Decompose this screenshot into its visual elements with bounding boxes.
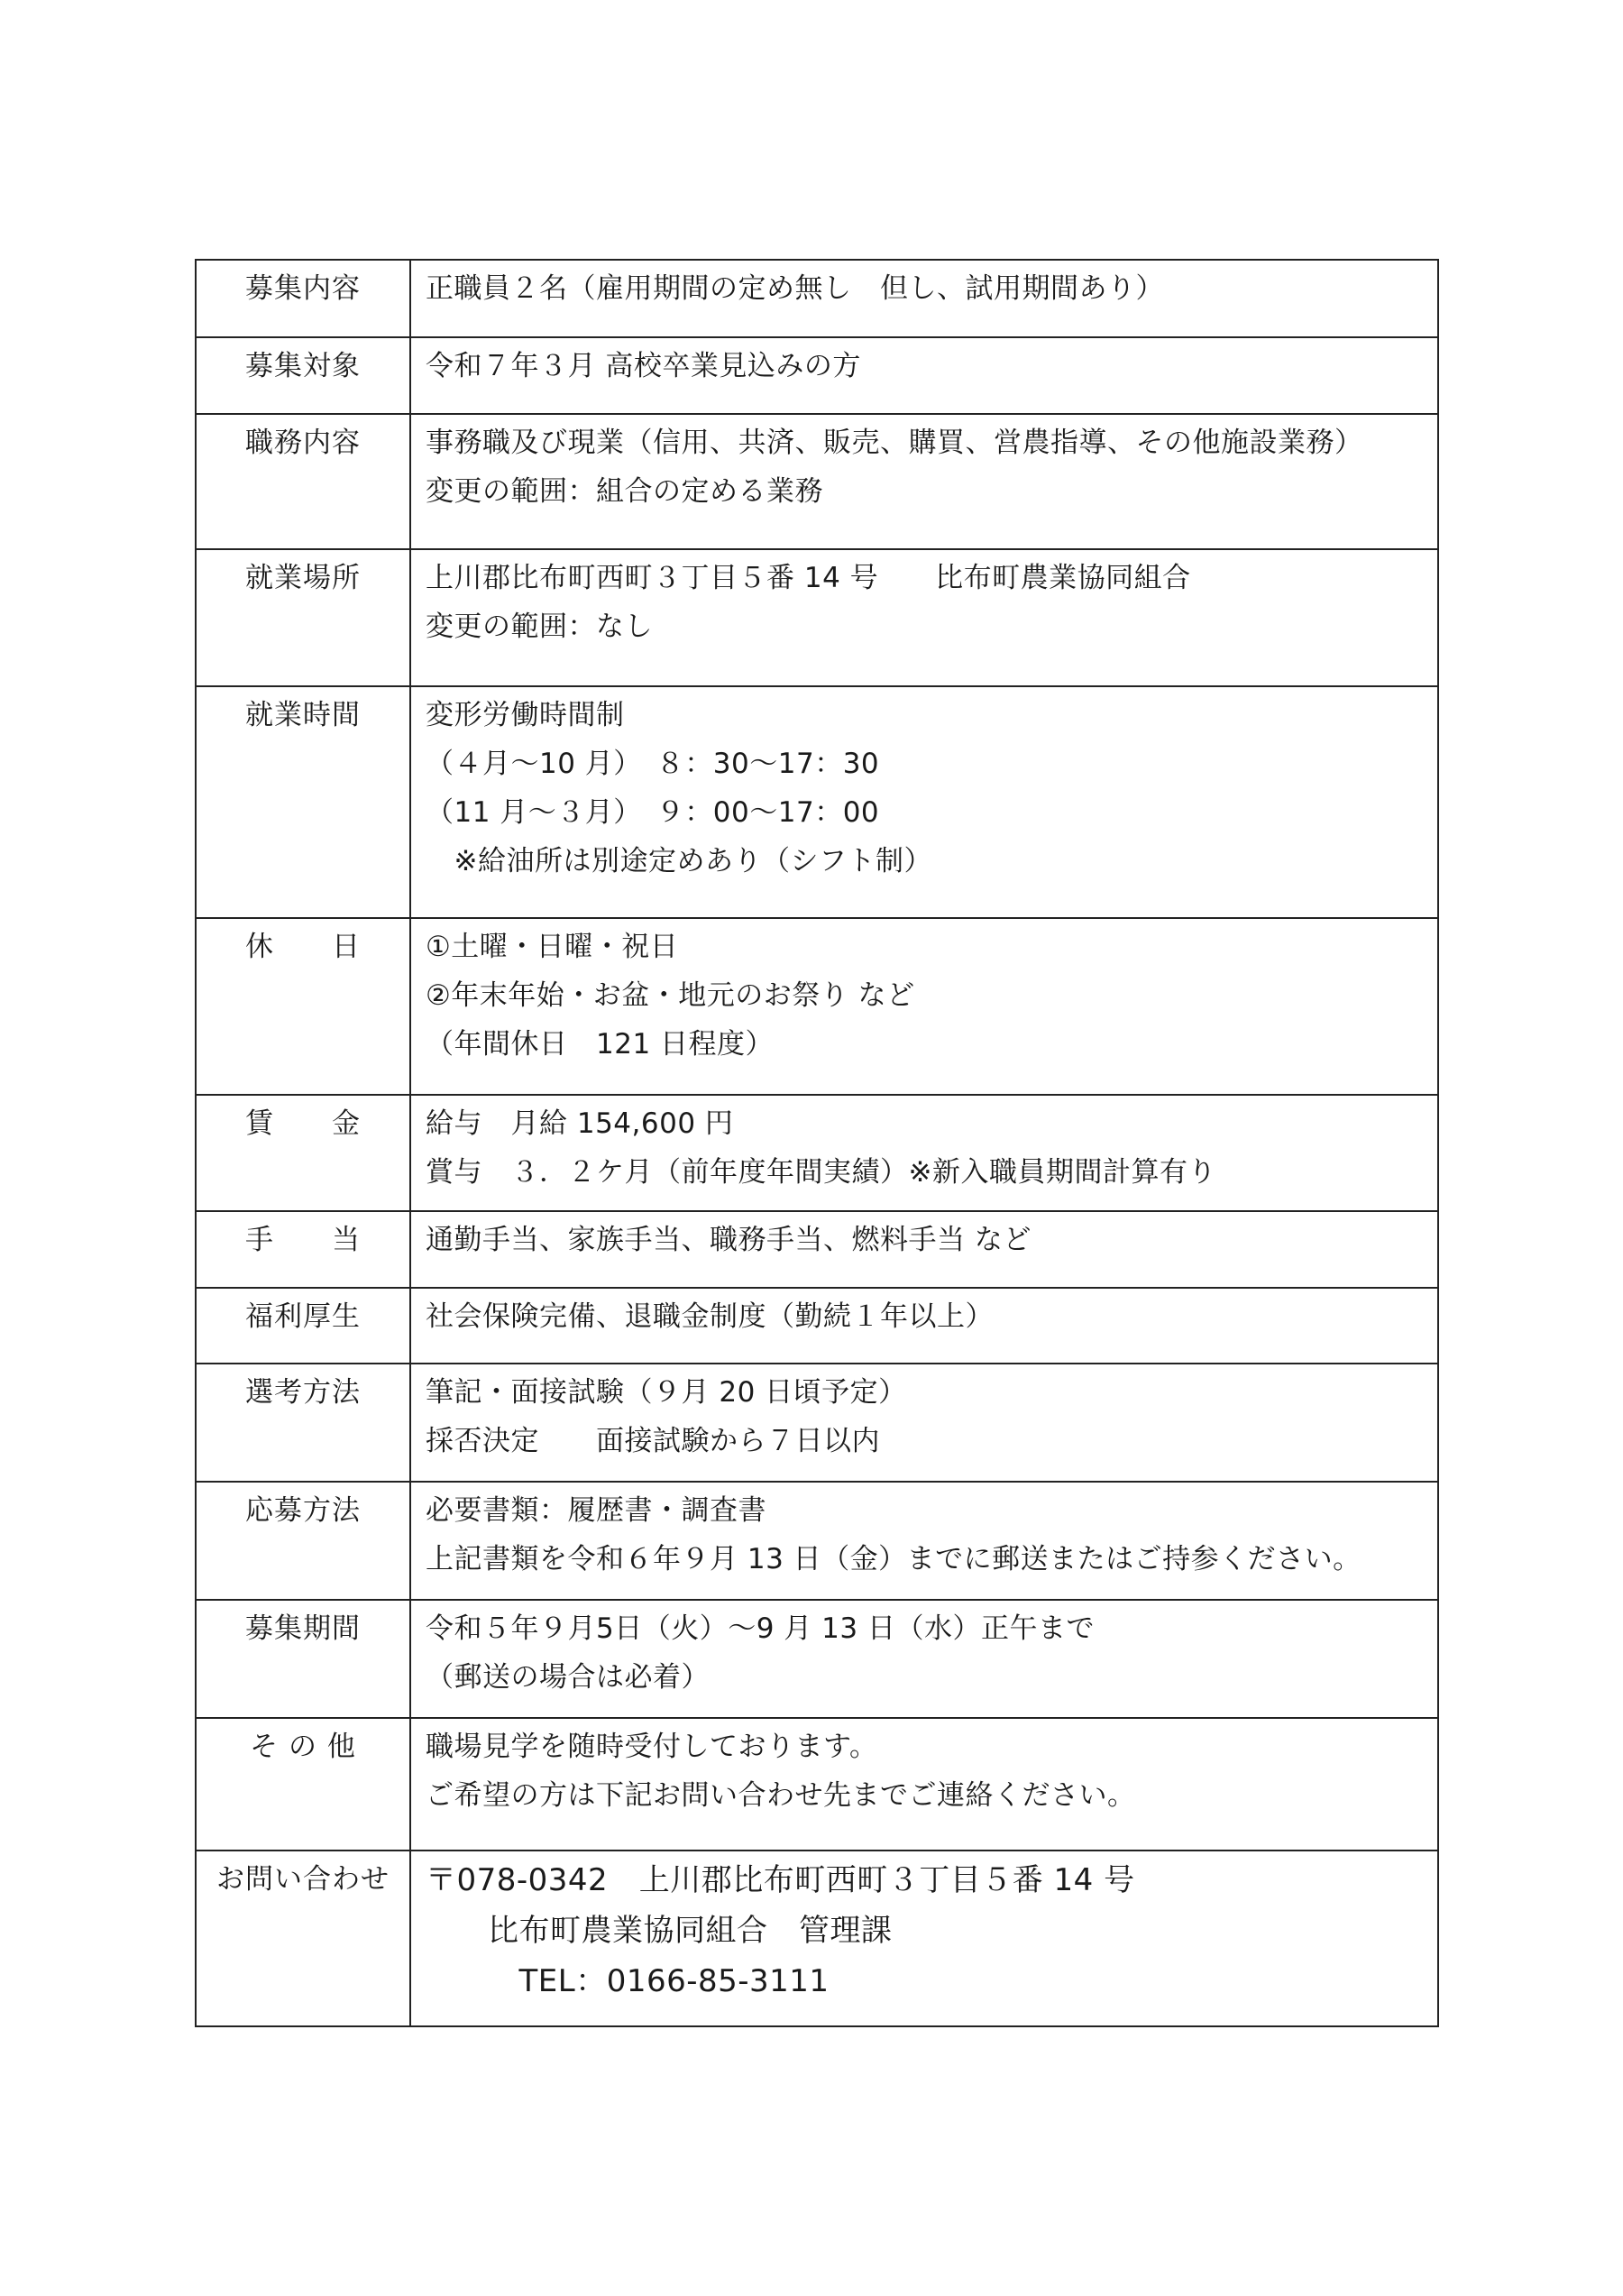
row-value bbox=[410, 1364, 1438, 1482]
row-job-duties bbox=[196, 414, 1438, 549]
row-recruitment-content bbox=[196, 260, 1438, 337]
row-label bbox=[196, 1482, 410, 1600]
row-value bbox=[410, 1851, 1438, 2026]
row-value bbox=[410, 1288, 1438, 1364]
label-text: 募集対象 bbox=[245, 350, 361, 382]
value-line: （年間休日 121 日程度） bbox=[426, 1028, 775, 1061]
value-line: 必要書類：履歴書・調査書 bbox=[426, 1494, 766, 1527]
value-line: 令和５年９月5日（火）～9 月 13 日（水）正午まで bbox=[426, 1612, 1095, 1645]
row-recruitment-period bbox=[196, 1600, 1438, 1718]
value-line: 通勤手当、家族手当、職務手当、燃料手当 など bbox=[426, 1224, 1032, 1256]
value-line: 事務職及び現業（信用、共済、販売、購買、営農指導、その他施設業務） bbox=[426, 427, 1363, 459]
row-contact bbox=[196, 1851, 1438, 2026]
value-line: 上記書類を令和６年９月 13 日（金）までに郵送またはご持参ください。 bbox=[426, 1543, 1362, 1575]
row-label bbox=[196, 549, 410, 686]
label-text: 休 日 bbox=[245, 931, 361, 963]
organization-line: 比布町農業協同組合 管理課 bbox=[426, 1913, 893, 1949]
value-line: 変更の範囲：なし bbox=[426, 611, 653, 643]
row-value bbox=[410, 414, 1438, 549]
value-line: ご希望の方は下記お問い合わせ先までご連絡ください。 bbox=[426, 1779, 1136, 1812]
row-label bbox=[196, 686, 410, 918]
label-text: そ の 他 bbox=[250, 1731, 356, 1763]
row-label bbox=[196, 1211, 410, 1288]
label-text: 応募方法 bbox=[245, 1494, 361, 1527]
value-line: 社会保険完備、退職金制度（勤続１年以上） bbox=[426, 1300, 994, 1333]
label-text: 賃 金 bbox=[245, 1107, 361, 1140]
label-text: 就業場所 bbox=[245, 562, 361, 594]
value-line: 正職員２名（雇用期間の定め無し 但し、試用期間あり） bbox=[426, 272, 1164, 305]
row-value bbox=[410, 260, 1438, 337]
row-working-hours bbox=[196, 686, 1438, 918]
row-holidays bbox=[196, 918, 1438, 1095]
value-line: 採否決定 面接試験から７日以内 bbox=[426, 1425, 880, 1457]
value-line: 職場見学を随時受付しております。 bbox=[426, 1731, 878, 1763]
row-label bbox=[196, 1718, 410, 1851]
row-label bbox=[196, 918, 410, 1095]
row-value bbox=[410, 1482, 1438, 1600]
value-line: 変更の範囲：組合の定める業務 bbox=[426, 475, 823, 508]
row-value bbox=[410, 549, 1438, 686]
job-info-table bbox=[195, 259, 1439, 2027]
row-value bbox=[410, 918, 1438, 1095]
label-text: 手 当 bbox=[245, 1224, 361, 1256]
phone-line: TEL：0166-85-3111 bbox=[426, 1963, 830, 1999]
value-line: ※給油所は別途定めあり（シフト制） bbox=[426, 845, 932, 877]
row-wages bbox=[196, 1095, 1438, 1211]
row-application-method bbox=[196, 1482, 1438, 1600]
row-label bbox=[196, 1095, 410, 1211]
row-label bbox=[196, 1288, 410, 1364]
row-label bbox=[196, 260, 410, 337]
value-line: （郵送の場合は必着） bbox=[426, 1661, 710, 1694]
row-label bbox=[196, 1364, 410, 1482]
row-allowances bbox=[196, 1211, 1438, 1288]
postal-address-line: 〒078-0342 上川郡比布町西町３丁目５番 14 号 bbox=[426, 1862, 1135, 1898]
value-line: 変形労働時間制 bbox=[426, 699, 625, 731]
value-line: ①土曜・日曜・祝日 bbox=[426, 931, 679, 963]
label-text: 選考方法 bbox=[245, 1376, 361, 1409]
label-text: 募集期間 bbox=[245, 1612, 361, 1645]
row-other bbox=[196, 1718, 1438, 1851]
row-value bbox=[410, 1718, 1438, 1851]
row-label bbox=[196, 1600, 410, 1718]
value-line: 令和７年３月 高校卒業見込みの方 bbox=[426, 350, 861, 382]
value-line: 賞与 ３．２ケ月（前年度年間実績）※新入職員期間計算有り bbox=[426, 1156, 1216, 1189]
row-label bbox=[196, 414, 410, 549]
row-selection-method bbox=[196, 1364, 1438, 1482]
value-line: （11 月～３月） ９：00～17：00 bbox=[426, 796, 880, 829]
value-line: ②年末年始・お盆・地元のお祭り など bbox=[426, 979, 915, 1012]
value-line: （４月～10 月） ８：30～17：30 bbox=[426, 748, 880, 780]
label-text: 募集内容 bbox=[245, 272, 361, 305]
label-text: お問い合わせ bbox=[216, 1863, 390, 1896]
label-text: 職務内容 bbox=[245, 427, 361, 459]
row-value bbox=[410, 1095, 1438, 1211]
value-line: 給与 月給 154,600 円 bbox=[426, 1107, 734, 1140]
row-welfare bbox=[196, 1288, 1438, 1364]
row-value bbox=[410, 1211, 1438, 1288]
label-text: 福利厚生 bbox=[245, 1300, 361, 1333]
row-label bbox=[196, 1851, 410, 2026]
row-value bbox=[410, 1600, 1438, 1718]
row-work-location bbox=[196, 549, 1438, 686]
row-value bbox=[410, 337, 1438, 414]
value-line: 筆記・面接試験（９月 20 日頃予定） bbox=[426, 1376, 907, 1409]
row-recruitment-target bbox=[196, 337, 1438, 414]
row-value bbox=[410, 686, 1438, 918]
row-label bbox=[196, 337, 410, 414]
value-line: 上川郡比布町西町３丁目５番 14 号 比布町農業協同組合 bbox=[426, 562, 1191, 594]
label-text: 就業時間 bbox=[245, 699, 361, 731]
